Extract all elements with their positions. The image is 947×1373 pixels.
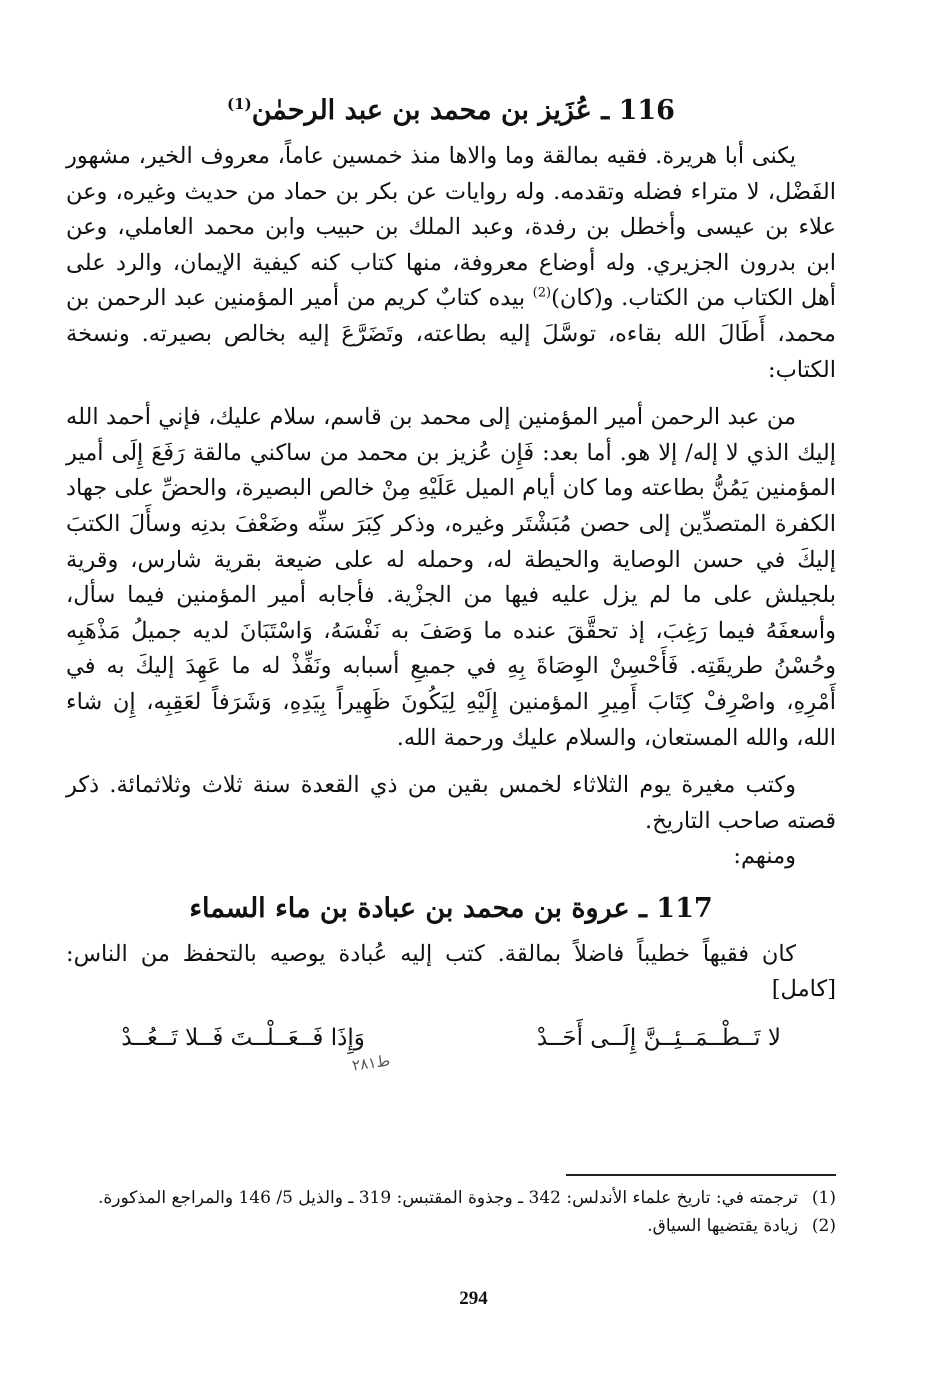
entry-116-closing-paragraph: وكتب مغيرة يوم الثلاثاء لخمس بقين من ذي القعدة سنة ثلاث وثلاثمائة. ذكر قصته صاحب التاريخ.: [66, 772, 836, 834]
handwritten-margin-annotation: ط٢٨١: [350, 1051, 392, 1075]
entry-116-letter-paragraph: من عبد الرحمن أمير المؤمنين إلى محمد بن قاسم، سلام عليك، فإني أحمد الله إليك الذي لا إله/ إلا هو. أما بعد: فَإِن عُزيز بن محمد من ساكني مالقة رَفَعَ إِلَى أمير المؤمنين يَمُنُّ بطاعته وما كان أيام الميل عَلَيْهِ مِنْ خالص البصيرة، والحضِّ على جهاد الكفرة المتصدِّين إلى حصن مُبَشْتَر وغيره، وذكر كِبَرَ سنِّه وضَعْفَ بدنِه وسأَلَ الكتبَ إليكَ في حسن الوصاية والحيطة له، وحمله له على ضيعة بقرية شارس، وقرية بلجيلش على ما لم يزل عليه فيها من الجزْية. فأجابه أمير المؤمنين فيما سأل، وأسعفَهُ فيما رَغِبَ، إذ تحقَّقَ عنده ما وَصَفَ به نَفْسَهُ، وَاسْتَبَانَ لديه جميلُ مَذْهَبِه وحُسْنُ طريقَتِه. فَأَحْسِنْ الوِصَاةَ بِهِ في جميعِ أسبابه ونَفِّذْ له ما عَهِدَ إليكَ به في أَمْرِهِ، واصْرِفْ كِتَابَ أَمِيرِ المؤمنين إِلَيْهِ لِيَكُونَ ظَهِيراً بِيَدِهِ، وَشَرَفاً لعَقِبِه، إِن شاء الله، والله المستعان، والسلام عليك ورحمة الله.: [66, 404, 837, 751]
footnote-1: [66, 1184, 836, 1212]
entry-116-intro-part-a: يكنى أبا هريرة. فقيه بمالقة وما والاها منذ خمسين عاماً، معروف الخير، مشهور الفَضْل، لا متراء فضله وتقدمه. وله روايات عن بكر بن حماد من حديث وغيره، وعن علاء بن عيسى وأخطل بن رفدة، وعبد الملك بن حبيب وابن محمد العاملي، وعن ابن بدرون الجزيري. وله أوضاع معروفة، منها كتاب كنه كيفية الإيمان، والرد على أهل الكتاب من الكتاب. و(كان): [66, 143, 837, 312]
footnote-2: [66, 1212, 836, 1240]
footnote-2-number: (2): [811, 1216, 836, 1236]
book-page: [66, 70, 836, 1350]
verse-first-hemistich: لا تَــطْــمَــئِــنَّ إِلَــى أَحَــدْ: [536, 1025, 781, 1052]
footnote-ref-2: (2): [532, 285, 552, 301]
poem-verse: [66, 1018, 836, 1058]
entry-117-heading: [66, 887, 836, 931]
entry-116-transition: ومنهم:: [733, 843, 796, 870]
footnote-2-text: زيادة يقتضيها السياق.: [647, 1216, 798, 1236]
page-number: 294: [459, 1288, 488, 1309]
footnote-1-text: ترجمته في: تاريخ علماء الأندلس: 342 ـ وجذوة المقتبس: 319 ـ والذيل 5/ 146 والمراجع المذكورة.: [98, 1188, 798, 1208]
entry-116-intro-part-b: بيده كتابٌ كريم من أمير المؤمنين عبد الرحمن بن محمد، أَطَالَ الله بقاءه، توسَّلَ إليه بطاعته، وتَضَرَّعَ إليه بخالص بصيرته. ونسخة الكتاب:: [66, 285, 836, 383]
footnotes: [66, 1184, 836, 1240]
entry-116-title: 116 ـ عُزَيز بن محمد بن عبد الرحمٰن: [251, 95, 675, 126]
entry-117-intro-paragraph: كان فقيهاً خطيباً فاضلاً بمالقة. كتب إليه عُبادة يوصيه بالتحفظ من الناس: [كامل]: [66, 940, 836, 1003]
footnote-1-number: (1): [811, 1188, 836, 1208]
footnote-divider: [566, 1174, 836, 1176]
entry-116-heading: [66, 82, 836, 133]
footnote-ref-1: (1): [227, 95, 252, 113]
verse-second-hemistich: وَإِذَا فَــعَــلْــتَ فَــلا تَــعُــدْ: [121, 1025, 365, 1052]
entry-117-title: 117 ـ عروة بن محمد بن عبادة بن ماء السماء: [189, 892, 713, 924]
entry-116-intro-paragraph: [66, 139, 836, 388]
